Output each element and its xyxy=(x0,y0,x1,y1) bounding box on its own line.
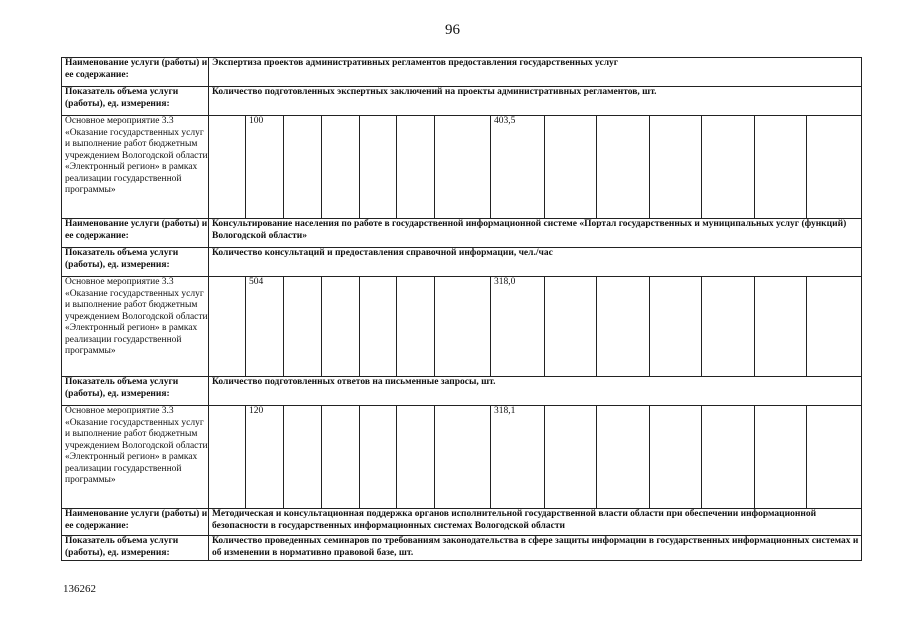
table-row xyxy=(62,377,862,406)
table-cell xyxy=(545,116,597,219)
table-cell xyxy=(702,116,755,219)
table-cell xyxy=(397,116,435,219)
volume-indicator-value: Количество проведенных семинаров по требованиям законодательства в сфере защиты информации в государственных информационных системах и об изменении в нормативно правовой базе, шт. xyxy=(209,536,862,561)
table-cell xyxy=(435,277,491,377)
table-row xyxy=(62,536,862,561)
volume-indicator-value: Количество подготовленных экспертных заключений на проекты административных регламентов, шт. xyxy=(209,87,862,116)
table-row xyxy=(62,87,862,116)
table-cell xyxy=(360,116,397,219)
table-cell xyxy=(755,277,807,377)
table-cell xyxy=(702,406,755,509)
volume-indicator-value: Количество консультаций и предоставления справочной информации, чел./час xyxy=(209,248,862,277)
table-cell xyxy=(435,116,491,219)
service-name-label: Наименование услуги (работы) и ее содержание: xyxy=(62,509,209,536)
activity-description: Основное мероприятие 3.3 «Оказание государственных услуг и выполнение работ бюджетным учреждением Вологодской области «Электронный регион» в рамках реализации государственной программы» xyxy=(62,277,209,377)
table-cell xyxy=(397,277,435,377)
activity-value: 504 xyxy=(246,277,284,377)
activity-value: 100 xyxy=(246,116,284,219)
table-row xyxy=(62,509,862,536)
activity-cost: 318,0 xyxy=(491,277,545,377)
table-row xyxy=(62,116,862,219)
volume-indicator-label: Показатель объема услуги (работы), ед. измерения: xyxy=(62,248,209,277)
volume-indicator-label: Показатель объема услуги (работы), ед. измерения: xyxy=(62,377,209,406)
service-name-label: Наименование услуги (работы) и ее содержание: xyxy=(62,58,209,87)
table-cell xyxy=(597,406,650,509)
service-name-value: Методическая и консультационная поддержка органов исполнительной государственной власти области при обеспечении информационной безопасности в государственных информационных системах Вологодской области xyxy=(209,509,862,536)
table-cell xyxy=(209,116,246,219)
activity-description: Основное мероприятие 3.3 «Оказание государственных услуг и выполнение работ бюджетным учреждением Вологодской области «Электронный регион» в рамках реализации государственной программы» xyxy=(62,116,209,219)
table-cell xyxy=(755,406,807,509)
service-table xyxy=(61,57,862,561)
table-cell xyxy=(322,406,360,509)
table-cell xyxy=(597,116,650,219)
service-name-value: Консультирование населения по работе в государственной информационной системе «Портал государственных и муниципальных услуг (функций) Вологодской области» xyxy=(209,219,862,248)
table-cell xyxy=(650,406,702,509)
table-cell xyxy=(360,277,397,377)
table-cell xyxy=(322,116,360,219)
volume-indicator-value: Количество подготовленных ответов на письменные запросы, шт. xyxy=(209,377,862,406)
table-cell xyxy=(807,277,862,377)
table-cell xyxy=(284,406,322,509)
table-cell xyxy=(322,277,360,377)
table-cell xyxy=(597,277,650,377)
table-cell xyxy=(209,277,246,377)
table-cell xyxy=(702,277,755,377)
volume-indicator-label: Показатель объема услуги (работы), ед. измерения: xyxy=(62,536,209,561)
activity-value: 120 xyxy=(246,406,284,509)
table-cell xyxy=(360,406,397,509)
table-cell xyxy=(807,116,862,219)
table-row xyxy=(62,58,862,87)
document-code: 136262 xyxy=(63,583,96,595)
table-cell xyxy=(650,277,702,377)
table-row xyxy=(62,277,862,377)
service-name-value: Экспертиза проектов административных регламентов предоставления государственных услуг xyxy=(209,58,862,87)
table-cell xyxy=(545,406,597,509)
table-cell xyxy=(545,277,597,377)
activity-cost: 403,5 xyxy=(491,116,545,219)
table-cell xyxy=(284,277,322,377)
volume-indicator-label: Показатель объема услуги (работы), ед. измерения: xyxy=(62,87,209,116)
page-number: 96 xyxy=(445,22,460,38)
table-cell xyxy=(209,406,246,509)
table-cell xyxy=(807,406,862,509)
table-cell xyxy=(435,406,491,509)
service-name-label: Наименование услуги (работы) и ее содержание: xyxy=(62,219,209,248)
table-cell xyxy=(650,116,702,219)
activity-description: Основное мероприятие 3.3 «Оказание государственных услуг и выполнение работ бюджетным учреждением Вологодской области «Электронный регион» в рамках реализации государственной программы» xyxy=(62,406,209,509)
table-cell xyxy=(284,116,322,219)
table-row xyxy=(62,219,862,248)
activity-cost: 318,1 xyxy=(491,406,545,509)
table-row xyxy=(62,406,862,509)
table-cell xyxy=(755,116,807,219)
table-row xyxy=(62,248,862,277)
table-cell xyxy=(397,406,435,509)
